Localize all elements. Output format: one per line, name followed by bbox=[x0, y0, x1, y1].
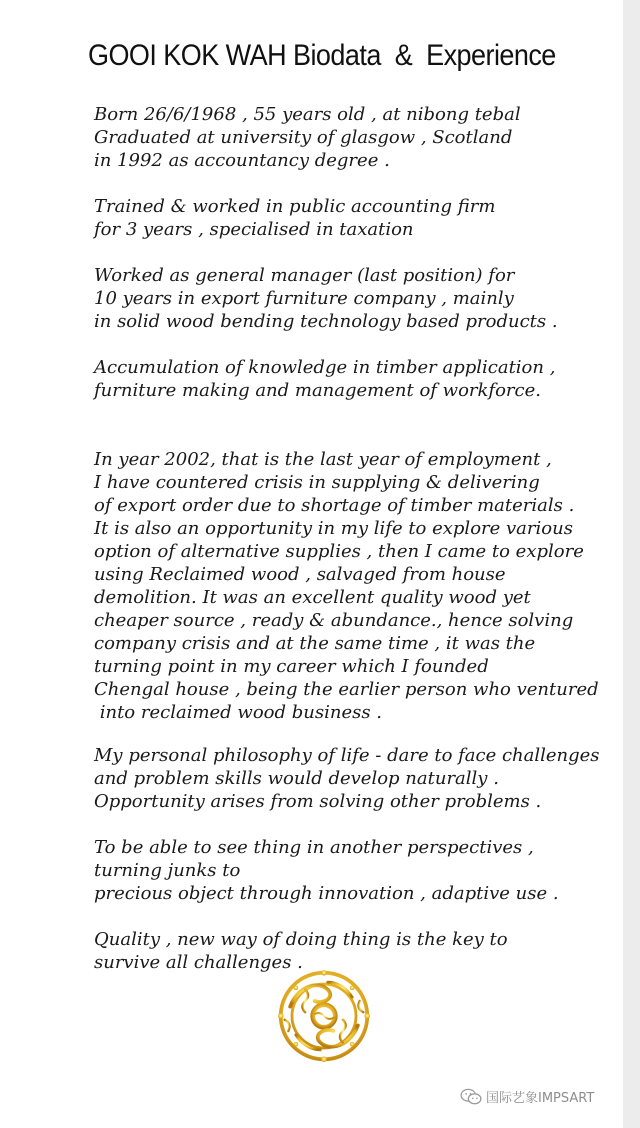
text-line: Quality , new way of doing thing is the key to bbox=[94, 929, 508, 950]
text-line: demolition. It was an excellent quality wood yet bbox=[94, 587, 531, 608]
text-line: Graduated at university of glasgow , Scotland bbox=[94, 127, 513, 148]
page-edge bbox=[623, 0, 640, 1128]
wechat-icon bbox=[460, 1088, 482, 1106]
text-line: for 3 years , specialised in taxation bbox=[94, 219, 414, 240]
text-line: in 1992 as accountancy degree . bbox=[94, 150, 390, 171]
text-line: Born 26/6/1968 , 55 years old , at nibong tebal bbox=[94, 104, 521, 125]
text-line: furniture making and management of workforce. bbox=[94, 380, 541, 401]
paragraph bbox=[94, 448, 599, 724]
paragraph bbox=[94, 195, 495, 241]
text-line: 10 years in export furniture company , mainly bbox=[94, 288, 514, 309]
text-line: option of alternative supplies , then I came to explore bbox=[94, 541, 584, 562]
watermark bbox=[460, 1087, 594, 1106]
text-line: To be able to see thing in another perspectives , bbox=[94, 837, 534, 858]
paragraph bbox=[94, 928, 508, 974]
text-line: turning junks to bbox=[94, 860, 241, 881]
page-title: GOOI KOK WAH Biodata & Experience bbox=[88, 39, 556, 72]
text-line: Accumulation of knowledge in timber application , bbox=[94, 357, 556, 378]
text-line: cheaper source , ready & abundance., hence solving bbox=[94, 610, 574, 631]
text-line: Opportunity arises from solving other problems . bbox=[94, 791, 542, 812]
golden-dragon-emblem-icon bbox=[277, 969, 371, 1063]
text-line: In year 2002, that is the last year of employment , bbox=[94, 449, 552, 470]
text-line: Trained & worked in public accounting firm bbox=[94, 196, 496, 217]
watermark-text: 国际艺象IMPSART bbox=[486, 1091, 595, 1106]
text-line: company crisis and at the same time , it was the bbox=[94, 633, 536, 654]
text-line: survive all challenges . bbox=[94, 952, 303, 973]
text-line: into reclaimed wood business . bbox=[94, 702, 383, 723]
paragraph bbox=[94, 264, 558, 333]
text-line: of export order due to shortage of timber materials . bbox=[94, 495, 575, 516]
text-line: precious object through innovation , adaptive use . bbox=[94, 883, 559, 904]
paragraph bbox=[94, 836, 559, 905]
text-line: I have countered crisis in supplying & delivering bbox=[94, 472, 540, 493]
text-line: using Reclaimed wood , salvaged from house bbox=[94, 564, 506, 585]
text-line: My personal philosophy of life - dare to face challenges bbox=[94, 745, 600, 766]
text-line: Chengal house , being the earlier person who ventured bbox=[94, 679, 599, 700]
paragraph bbox=[94, 356, 555, 402]
text-line: and problem skills would develop naturally . bbox=[94, 768, 499, 789]
paragraph bbox=[94, 103, 521, 172]
paragraph bbox=[94, 744, 600, 813]
text-line: It is also an opportunity in my life to explore various bbox=[94, 518, 573, 539]
text-line: Worked as general manager (last position) for bbox=[94, 265, 515, 286]
text-line: turning point in my career which I founded bbox=[94, 656, 489, 677]
text-line: in solid wood bending technology based products . bbox=[94, 311, 558, 332]
